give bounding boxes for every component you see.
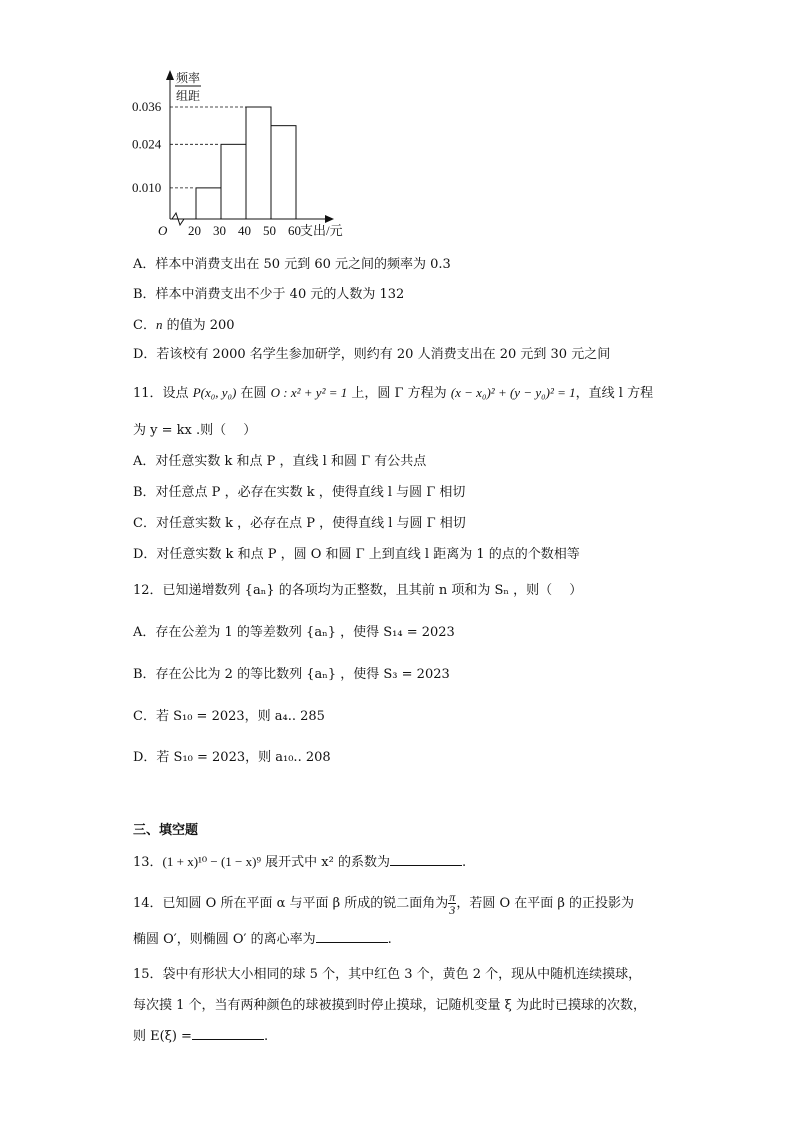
x-tick-label: 30 — [213, 223, 226, 238]
q13-answer-blank[interactable] — [390, 853, 462, 866]
q15-expectation: 则 E(ξ) = — [133, 1029, 192, 1044]
q14-answer-blank[interactable] — [316, 930, 388, 943]
section-heading-fill-in: 三、填空题 — [133, 823, 199, 838]
q14-end: . — [387, 932, 392, 947]
y-tick-label: 0.024 — [132, 136, 162, 152]
q12-option-a: A．存在公差为 1 的等差数列 {aₙ} ，使得 S₁₄ = 2023 — [133, 625, 455, 640]
q10-option-c-label: C． — [133, 318, 156, 333]
q11-circle-o: O : x² + y² = 1 — [270, 385, 348, 400]
q10-option-c — [133, 316, 235, 335]
q10-option-d: D．若该校有 2000 名学生参加研学，则约有 20 人消费支出在 20 元到 30 元之间 — [133, 347, 611, 362]
q15-stem-line3 — [133, 1027, 268, 1046]
q10-option-c-var: n — [155, 317, 163, 332]
x-axis-arrow — [325, 215, 334, 223]
q10-option-b: B．样本中消费支出不少于 40 元的人数为 132 — [133, 287, 405, 302]
q15-stem-line1: 15．袋中有形状大小相同的球 5 个，其中红色 3 个，黄色 2 个，现从中随机连续摸球， — [133, 967, 642, 982]
q14-fraction-denominator: 3 — [449, 903, 456, 917]
q10-option-a: A．样本中消费支出在 50 元到 60 元之间的频率为 0.3 — [133, 257, 451, 272]
q15-stem-line2: 每次摸 1 个，当有两种颜色的球被摸到时停止摸球，记随机变量 ξ 为此时已摸球的次数， — [133, 998, 646, 1013]
q14-fraction-numerator: π — [449, 890, 456, 904]
q13-expression: (1 + x)¹⁰ − (1 − x)⁹ — [162, 854, 261, 869]
histogram-bar — [271, 126, 296, 219]
y-axis-label-denominator: 组距 — [176, 89, 201, 103]
histogram-bar — [221, 144, 246, 219]
q15-end: . — [263, 1029, 269, 1044]
q11-stem-d: ，直线 l 方程 — [575, 386, 654, 401]
q11-option-b: B．对任意点 P ，必存在实数 k ，使得直线 l 与圆 Γ 相切 — [133, 485, 466, 500]
q14-stem-line2 — [133, 930, 392, 949]
q11-option-c: C．对任意实数 k ，必存在点 P ，使得直线 l 与圆 Γ 相切 — [133, 516, 466, 531]
q13-number: 13． — [133, 855, 163, 870]
q11-circle-gamma-eq: (x − x₀)² + (y − y₀)² = 1 — [450, 385, 576, 400]
q11-option-d: D．对任意实数 k 和点 P ，圆 O 和圆 Γ 上到直线 l 距离为 1 的点的个数相等 — [133, 547, 580, 562]
y-axis-label-numerator: 频率 — [176, 71, 201, 85]
q10-option-c-text: 的值为 200 — [162, 318, 235, 333]
q11-stem-line2: 为 y = kx .则（ ） — [133, 423, 257, 438]
q11-stem-line1 — [133, 384, 653, 403]
x-tick-label: 40 — [238, 223, 251, 238]
x-tick-label: 20 — [188, 223, 201, 238]
q12-option-b: B．存在公比为 2 的等比数列 {aₙ} ，使得 S₃ = 2023 — [133, 667, 450, 682]
q12-option-d: D．若 S₁₀ = 2023，则 a₁₀.. 208 — [133, 750, 331, 765]
y-tick-label: 0.010 — [132, 179, 162, 195]
q11-stem-a: 11．设点 — [133, 386, 193, 401]
histogram-bar — [196, 188, 221, 219]
q12-stem: 12．已知递增数列 {aₙ} 的各项均为正整数，且其前 n 项和为 Sₙ ，则（ ） — [133, 583, 583, 598]
q13-end: . — [461, 855, 467, 870]
q14-line2-text: 椭圆 O′，则椭圆 O′ 的离心率为 — [133, 932, 316, 947]
x-axis-label: 支出/元 — [300, 223, 343, 238]
q14-stem-line1 — [133, 888, 634, 920]
x-tick-label: 60 — [288, 223, 301, 238]
q14-text-post: ，若圆 O 在平面 β 的正投影为 — [456, 896, 635, 911]
y-tick-label: 0.036 — [132, 99, 162, 114]
q11-option-a: A．对任意实数 k 和点 P ，直线 l 和圆 Γ 有公共点 — [133, 454, 427, 469]
y-axis-arrow — [166, 70, 174, 80]
origin-label: O — [158, 223, 168, 238]
q12-option-c: C．若 S₁₀ = 2023，则 a₄.. 285 — [133, 709, 325, 724]
q11-stem-b: 在圆 — [236, 386, 271, 401]
q11-point-p: P(x₀, y₀) — [192, 385, 237, 400]
q14-text-pre: 14．已知圆 O 所在平面 α 与平面 β 所成的锐二面角为 — [133, 896, 449, 911]
q11-stem-c: 上，圆 Γ 方程为 — [347, 386, 451, 401]
q13-text: 展开式中 x² 的系数为 — [261, 855, 390, 870]
q13-stem — [133, 853, 466, 872]
histogram-bar — [246, 107, 271, 219]
q15-answer-blank[interactable] — [192, 1027, 264, 1040]
x-tick-label: 50 — [263, 223, 276, 238]
